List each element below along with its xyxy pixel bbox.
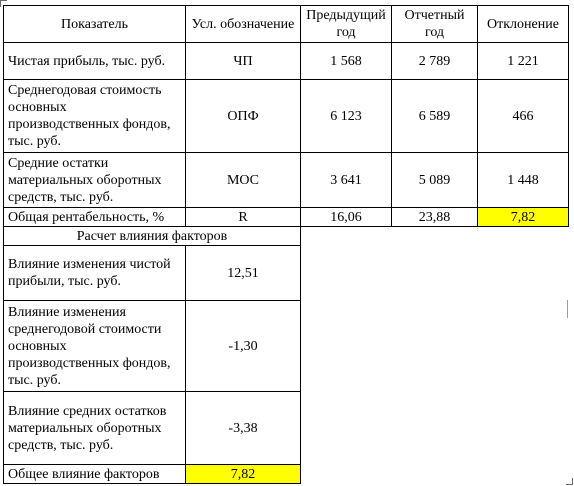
profitability-table [3,5,569,484]
row-previous-value: 16,06 [301,208,392,227]
row-indicator: Среднегодовая стоимость основных производственных фондов, тыс. руб. [4,80,186,153]
row-previous-value: 3 641 [301,153,392,208]
factor-value: -3,38 [186,392,301,465]
row-deviation-value: 466 [478,80,569,153]
row-previous-value: 6 123 [301,80,392,153]
table-row [4,80,569,153]
row-indicator: Средние остатки материальных оборотных средств, тыс. руб. [4,153,186,208]
header-indicator: Показатель [4,6,186,43]
factor-row [4,301,569,392]
row-symbol: R [186,208,301,227]
row-current-value: 5 089 [392,153,478,208]
total-value: 7,82 [186,465,301,484]
row-symbol: ЧП [186,43,301,80]
row-symbol: МОС [186,153,301,208]
row-symbol: ОПФ [186,80,301,153]
table-row [4,208,569,227]
row-previous-value: 1 568 [301,43,392,80]
factor-row [4,246,569,301]
factors-title-row [4,227,569,246]
factor-name: Влияние изменения среднегодовой стоимости основных производственных фондов, тыс. руб. [4,301,186,392]
total-row [4,465,569,484]
header-previous-year: Предыдущий год [301,6,392,43]
factor-name: Влияние средних остатков материальных оборотных средств, тыс. руб. [4,392,186,465]
row-deviation-value: 7,82 [478,208,569,227]
factor-name: Влияние изменения чистой прибыли, тыс. руб. [4,246,186,301]
table-row [4,43,569,80]
factor-value: -1,30 [186,301,301,392]
factors-title: Расчет влияния факторов [4,227,301,246]
header-row [4,6,569,43]
row-deviation-value: 1 448 [478,153,569,208]
row-current-value: 23,88 [392,208,478,227]
table-row [4,153,569,208]
factor-value: 12,51 [186,246,301,301]
row-indicator: Общая рентабельность, % [4,208,186,227]
factor-row [4,392,569,465]
row-indicator: Чистая прибыль, тыс. руб. [4,43,186,80]
header-deviation: Отклонение [478,6,569,43]
row-current-value: 6 589 [392,80,478,153]
header-current-year: Отчетный год [392,6,478,43]
total-label: Общее влияние факторов [4,465,186,484]
row-current-value: 2 789 [392,43,478,80]
header-symbol: Усл. обозначение [186,6,301,43]
row-deviation-value: 1 221 [478,43,569,80]
